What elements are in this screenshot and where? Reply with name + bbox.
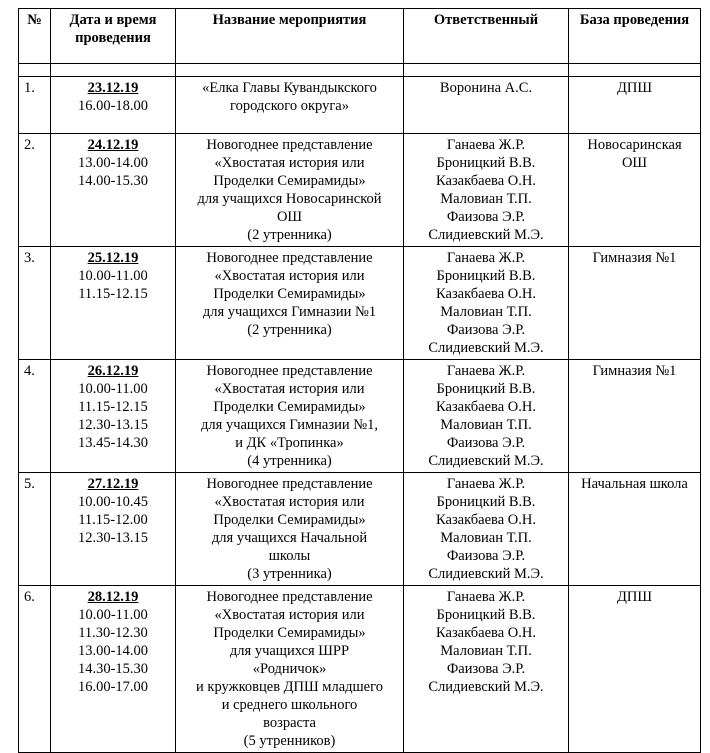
event-name-cell xyxy=(176,586,404,753)
event-name-line: (5 утренников) xyxy=(243,733,336,749)
event-time: 14.30-15.30 xyxy=(77,661,149,677)
responsible-person: Броницкий В.В. xyxy=(436,268,536,284)
event-name-line: (2 утренника) xyxy=(247,227,332,243)
responsible-person: Ганаева Ж.Р. xyxy=(446,476,526,492)
venue-cell xyxy=(569,247,701,360)
responsible-cell xyxy=(404,473,569,586)
responsible-person: Казакбаева О.Н. xyxy=(436,286,536,302)
event-date: 24.12.19 xyxy=(87,137,139,153)
event-name-line: (4 утренника) xyxy=(247,453,332,469)
table-body xyxy=(19,77,701,753)
event-date: 27.12.19 xyxy=(87,476,139,492)
responsible-person: Ганаева Ж.Р. xyxy=(446,250,526,266)
responsible-person: Слидиевский М.Э. xyxy=(428,227,544,243)
venue-line: ДПШ xyxy=(617,589,652,605)
responsible-person: Броницкий В.В. xyxy=(436,494,536,510)
event-name-line: Проделки Семирамиды» xyxy=(213,399,366,415)
event-name-line: Новогоднее представление xyxy=(206,137,373,153)
event-name-line: для учащихся Новосаринской xyxy=(197,191,382,207)
event-name-line: Проделки Семирамиды» xyxy=(213,173,366,189)
event-time: 10.00-11.00 xyxy=(78,268,148,284)
venue-cell xyxy=(569,586,701,753)
event-date: 23.12.19 xyxy=(87,80,139,96)
event-time: 11.15-12.00 xyxy=(78,512,148,528)
responsible-person: Казакбаева О.Н. xyxy=(436,399,536,415)
responsible-cell xyxy=(404,360,569,473)
event-name-line: Новогоднее представление xyxy=(206,363,373,379)
event-name-line: «Родничок» xyxy=(252,661,327,677)
event-name-line: возраста xyxy=(263,715,316,731)
event-name-line: Проделки Семирамиды» xyxy=(213,286,366,302)
event-name-line: «Хвостатая история или xyxy=(214,268,365,284)
responsible-person: Казакбаева О.Н. xyxy=(436,625,536,641)
table-header-row xyxy=(19,9,701,64)
venue-line: Новосаринская xyxy=(587,137,682,153)
event-date: 25.12.19 xyxy=(87,250,139,266)
responsible-person: Ганаева Ж.Р. xyxy=(446,363,526,379)
event-name-line: для учащихся ШРР xyxy=(229,643,350,659)
responsible-person: Воронина А.С. xyxy=(439,80,533,96)
event-name-line: Новогоднее представление xyxy=(206,589,373,605)
responsible-person: Казакбаева О.Н. xyxy=(436,512,536,528)
event-name-cell xyxy=(176,77,404,134)
venue-cell xyxy=(569,134,701,247)
responsible-person: Маловиан Т.П. xyxy=(440,191,532,207)
event-time: 16.00-17.00 xyxy=(77,679,149,695)
responsible-person: Слидиевский М.Э. xyxy=(428,566,544,582)
row-number: 6. xyxy=(19,586,51,753)
event-time: 13.45-14.30 xyxy=(77,435,149,451)
responsible-person: Ганаева Ж.Р. xyxy=(446,137,526,153)
event-name-line: и ДК «Тропинка» xyxy=(235,435,344,451)
responsible-person: Ганаева Ж.Р. xyxy=(446,589,526,605)
venue-line: Гимназия №1 xyxy=(592,250,677,266)
responsible-person: Маловиан Т.П. xyxy=(440,417,532,433)
header-venue: База проведения xyxy=(569,9,701,64)
date-time-cell xyxy=(51,77,176,134)
row-number: 5. xyxy=(19,473,51,586)
venue-line: Начальная школа xyxy=(581,476,688,492)
venue-cell xyxy=(569,473,701,586)
responsible-person: Фаизова Э.Р. xyxy=(446,661,526,677)
event-time: 10.00-10.45 xyxy=(77,494,149,510)
event-name-line: «Хвостатая история или xyxy=(214,607,365,623)
date-time-cell xyxy=(51,360,176,473)
responsible-person: Маловиан Т.П. xyxy=(440,530,532,546)
event-name-cell xyxy=(176,134,404,247)
row-number: 2. xyxy=(19,134,51,247)
header-date: Дата и время проведения xyxy=(51,9,176,64)
responsible-person: Маловиан Т.П. xyxy=(440,304,532,320)
event-name-line: (2 утренника) xyxy=(247,322,332,338)
event-name-cell xyxy=(176,247,404,360)
event-name-line: для учащихся Гимназии №1, xyxy=(201,417,378,433)
venue-line: ДПШ xyxy=(617,80,652,96)
event-name-line: и среднего школьного xyxy=(221,697,358,713)
event-time: 11.30-12.30 xyxy=(78,625,148,641)
header-spacer-row xyxy=(19,64,701,77)
event-name-line: ОШ xyxy=(276,209,303,225)
event-time: 13.00-14.00 xyxy=(77,643,149,659)
responsible-cell xyxy=(404,586,569,753)
responsible-person: Броницкий В.В. xyxy=(436,381,536,397)
event-name-line: «Елка Главы Кувандыкского xyxy=(202,80,377,96)
event-name-line: Новогоднее представление xyxy=(206,250,373,266)
header-event: Название мероприятия xyxy=(176,9,404,64)
responsible-person: Фаизова Э.Р. xyxy=(446,548,526,564)
date-time-cell xyxy=(51,134,176,247)
responsible-person: Казакбаева О.Н. xyxy=(436,173,536,189)
table-row xyxy=(19,77,701,134)
responsible-person: Фаизова Э.Р. xyxy=(446,322,526,338)
table-row xyxy=(19,473,701,586)
row-number: 4. xyxy=(19,360,51,473)
venue-line: ОШ xyxy=(621,155,648,171)
event-date: 26.12.19 xyxy=(87,363,139,379)
event-name-cell xyxy=(176,473,404,586)
table-row xyxy=(19,247,701,360)
venue-cell xyxy=(569,360,701,473)
responsible-person: Фаизова Э.Р. xyxy=(446,209,526,225)
event-time: 12.30-13.15 xyxy=(77,417,149,433)
event-name-line: Проделки Семирамиды» xyxy=(213,625,366,641)
header-num: № xyxy=(19,9,51,64)
table-row xyxy=(19,134,701,247)
event-name-line: для учащихся Начальной xyxy=(211,530,368,546)
event-time: 16.00-18.00 xyxy=(77,98,149,114)
event-name-cell xyxy=(176,360,404,473)
responsible-person: Броницкий В.В. xyxy=(436,155,536,171)
responsible-person: Слидиевский М.Э. xyxy=(428,340,544,356)
event-time: 11.15-12.15 xyxy=(78,286,148,302)
date-time-cell xyxy=(51,586,176,753)
event-name-line: «Хвостатая история или xyxy=(214,494,365,510)
venue-cell xyxy=(569,77,701,134)
responsible-person: Слидиевский М.Э. xyxy=(428,679,544,695)
row-number: 1. xyxy=(19,77,51,134)
event-name-line: «Хвостатая история или xyxy=(214,381,365,397)
date-time-cell xyxy=(51,473,176,586)
responsible-cell xyxy=(404,134,569,247)
responsible-person: Маловиан Т.П. xyxy=(440,643,532,659)
event-time: 11.15-12.15 xyxy=(78,399,148,415)
responsible-person: Фаизова Э.Р. xyxy=(446,435,526,451)
event-time: 10.00-11.00 xyxy=(78,607,148,623)
event-time: 10.00-11.00 xyxy=(78,381,148,397)
date-time-cell xyxy=(51,247,176,360)
event-name-line: и кружковцев ДПШ младшего xyxy=(196,679,383,695)
event-schedule-table xyxy=(18,8,701,753)
event-time: 13.00-14.00 xyxy=(77,155,149,171)
event-name-line: для учащихся Гимназии №1 xyxy=(202,304,377,320)
event-name-line: (3 утренника) xyxy=(247,566,332,582)
event-name-line: Новогоднее представление xyxy=(206,476,373,492)
responsible-cell xyxy=(404,247,569,360)
event-time: 14.00-15.30 xyxy=(77,173,149,189)
event-name-line: «Хвостатая история или xyxy=(214,155,365,171)
row-number: 3. xyxy=(19,247,51,360)
header-responsible: Ответственный xyxy=(404,9,569,64)
event-name-line: городского округа» xyxy=(230,98,349,114)
event-time: 12.30-13.15 xyxy=(77,530,149,546)
responsible-person: Броницкий В.В. xyxy=(436,607,536,623)
responsible-cell xyxy=(404,77,569,134)
table-row xyxy=(19,586,701,753)
event-name-line: школы xyxy=(268,548,311,564)
table-row xyxy=(19,360,701,473)
event-name-line: Проделки Семирамиды» xyxy=(213,512,366,528)
responsible-person: Слидиевский М.Э. xyxy=(428,453,544,469)
event-date: 28.12.19 xyxy=(87,589,139,605)
venue-line: Гимназия №1 xyxy=(592,363,677,379)
